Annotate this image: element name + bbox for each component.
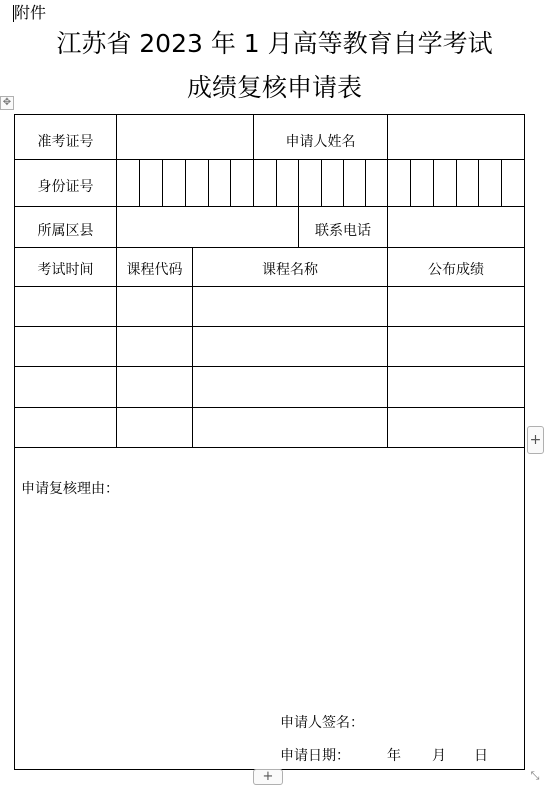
form-title: 成绩复核申请表 xyxy=(186,73,362,102)
column-course-name: 课程名称 xyxy=(262,262,318,278)
column-course-code: 课程代码 xyxy=(126,262,183,278)
column-published-score: 公布成绩 xyxy=(428,262,484,278)
phone-label: 联系电话 xyxy=(315,223,371,239)
id-number-label: 身份证号 xyxy=(37,179,94,195)
document-title: 江苏省 2023 年 1 月高等教育自学考试 xyxy=(56,29,493,58)
reason-field[interactable] xyxy=(15,500,524,700)
attachment-label: 附件 xyxy=(14,3,47,22)
district-field[interactable] xyxy=(117,207,298,247)
column-exam-time: 考试时间 xyxy=(37,262,94,278)
exam-id-label: 准考证号 xyxy=(37,134,94,150)
date-label: 申请日期： xyxy=(280,748,350,764)
add-row-button[interactable]: + xyxy=(253,769,283,785)
add-column-button[interactable]: + xyxy=(527,426,544,454)
table-move-handle-icon[interactable]: ✥ xyxy=(0,96,14,110)
id-number-field[interactable] xyxy=(117,160,524,206)
exam-id-field[interactable] xyxy=(117,115,253,159)
signature-label: 申请人签名： xyxy=(280,715,364,731)
month-label: 月 xyxy=(432,748,446,764)
reason-label: 申请复核理由： xyxy=(21,481,119,497)
day-label: 日 xyxy=(474,748,488,764)
phone-field[interactable] xyxy=(388,207,524,247)
table-resize-icon[interactable]: ⤡ xyxy=(530,769,540,782)
applicant-name-label: 申请人姓名 xyxy=(285,134,356,150)
applicant-name-field[interactable] xyxy=(388,115,524,159)
district-label: 所属区县 xyxy=(37,223,94,239)
year-label: 年 xyxy=(387,748,401,764)
